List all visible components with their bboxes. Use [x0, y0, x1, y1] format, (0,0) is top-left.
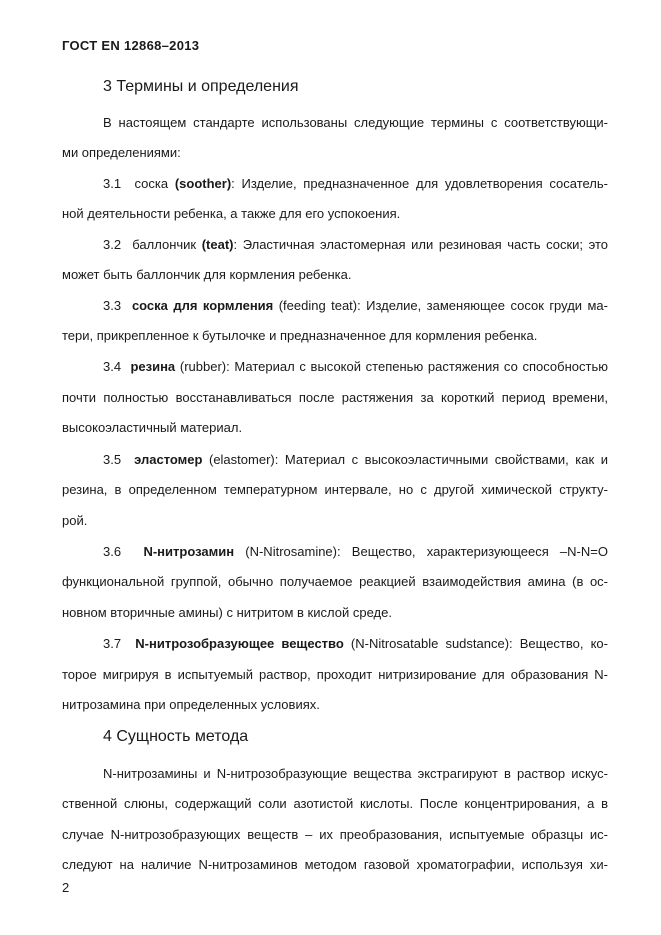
method-line-2: ственной слюны, содержащий соли азотистой кислоты. После концентрирования, а в — [62, 796, 608, 811]
intro-line-2: ми определениями: — [62, 145, 181, 160]
term-number: 3.4 — [103, 359, 122, 374]
term-definition: : Материал с высокоэластичными свойствами, как и — [274, 452, 608, 467]
term-3-4-line-2: почти полностью восстанавливаться после растяжения за короткий период времени, — [62, 390, 608, 405]
term-3-7-line-1 — [103, 636, 608, 652]
page-number: 2 — [62, 880, 70, 895]
term-english: (N-Nitrosamine) — [245, 544, 337, 559]
term-3-6-line-1 — [103, 544, 608, 560]
term-3-2-line-2: может быть баллончик для кормления ребенка. — [62, 267, 352, 282]
term-3-7-line-3: нитрозамина при определенных условиях. — [62, 697, 320, 712]
term-3-3-line-2: тери, прикрепленное к бутылочке и предназначенное для кормления ребенка. — [62, 328, 538, 343]
term-english: (teat) — [201, 237, 234, 252]
term-definition: : Материал с высокой степенью растяжения со способностью — [226, 359, 608, 374]
term-english: (N-Nitrosatable sudstance) — [350, 636, 510, 651]
term-number: 3.2 — [103, 237, 122, 252]
term-3-3-line-1 — [103, 298, 608, 314]
term-english: (rubber) — [179, 359, 227, 374]
method-line-3: случае N-нитрозобразующих веществ – их преобразования, испытуемые образцы ис- — [62, 827, 608, 842]
term-definition: : Изделие, заменяющее сосок груди ма- — [357, 298, 608, 313]
term-3-6-line-2: функциональной группой, обычно получаемое реакцией взаимодействия амина (в ос- — [62, 574, 608, 589]
term-name: N-нитрозамин — [143, 544, 235, 559]
method-line-4: следуют на наличие N-нитрозаминов методом газовой хроматографии, используя хи- — [62, 857, 608, 872]
term-3-5-line-3: рой. — [62, 513, 88, 528]
term-3-4-line-3: высокоэластичный материал. — [62, 420, 243, 435]
term-english: (feeding teat) — [278, 298, 358, 313]
term-number: 3.3 — [103, 298, 122, 313]
term-number: 3.1 — [103, 176, 122, 191]
term-definition: : Эластичная эластомерная или резиновая часть соски; это — [233, 237, 608, 252]
term-english: (soother) — [174, 176, 232, 191]
term-english: (elastomer) — [208, 452, 275, 467]
term-3-7-line-2: торое мигрируя в испытуемый раствор, проходит нитризирование для образования N- — [62, 667, 608, 682]
term-name: эластомер — [134, 452, 203, 467]
term-number: 3.6 — [103, 544, 122, 559]
term-3-5-line-1 — [103, 452, 608, 468]
term-name: баллончик — [132, 237, 197, 252]
term-3-6-line-3: новном вторичные амины) с нитритом в кислой среде. — [62, 605, 392, 620]
term-3-1-line-1 — [103, 176, 608, 192]
method-line-1: N-нитрозамины и N-нитрозобразующие вещества экстрагируют в раствор искус- — [103, 766, 608, 781]
document-header: ГОСТ EN 12868–2013 — [62, 38, 200, 53]
term-name: резина — [130, 359, 176, 374]
intro-line-1: В настоящем стандарте использованы следующие термины с соответствующи- — [103, 115, 608, 130]
term-3-4-line-1 — [103, 359, 608, 375]
term-definition: : Вещество, ко- — [509, 636, 608, 651]
term-definition: : Изделие, предназначенное для удовлетворения сосатель- — [231, 176, 608, 191]
term-3-1-line-2: ной деятельности ребенка, а также для его успокоения. — [62, 206, 401, 221]
term-number: 3.7 — [103, 636, 122, 651]
term-3-5-line-2: резина, в определенном температурном интервале, но с другой химической структу- — [62, 482, 608, 497]
section-4-title: 4 Сущность метода — [103, 728, 249, 745]
term-name: соска для кормления — [131, 298, 274, 313]
term-number: 3.5 — [103, 452, 122, 467]
term-name: N-нитрозобразующее вещество — [135, 636, 344, 651]
section-3-title: 3 Термины и определения — [103, 78, 299, 95]
term-definition: : Вещество, характеризующееся –N-N=O — [337, 544, 608, 559]
term-3-2-line-1 — [103, 237, 608, 253]
term-name: соска — [134, 176, 169, 191]
